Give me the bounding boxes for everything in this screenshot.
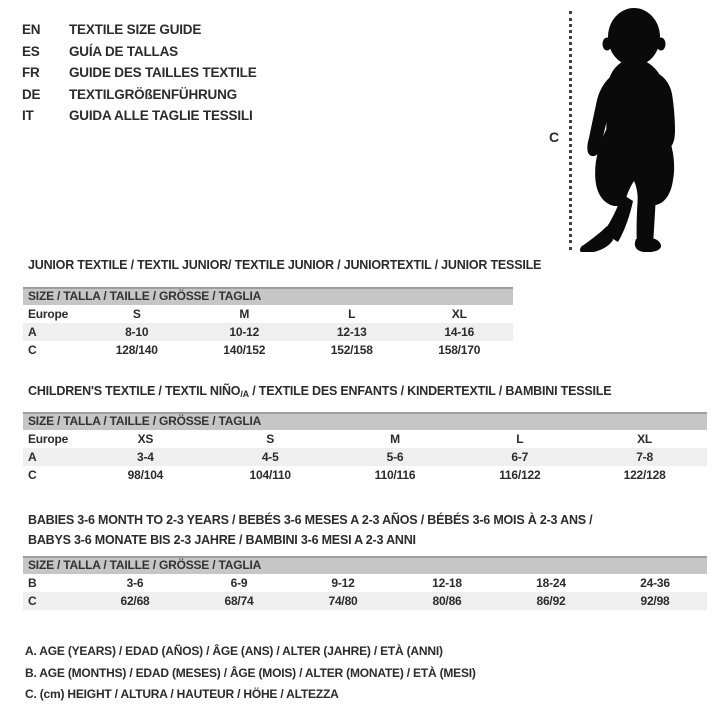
age-cell: 10-12	[229, 325, 260, 339]
size-cell: S	[266, 432, 275, 446]
age-cell: 8-10	[125, 325, 149, 339]
row-label: C	[28, 594, 37, 608]
row-label: C	[28, 468, 37, 482]
age-cell: 12-18	[432, 576, 462, 590]
height-cell: 158/170	[438, 343, 481, 357]
size-cell: XL	[451, 307, 467, 321]
row-label: Europe	[28, 307, 69, 321]
height-cell: 92/98	[640, 594, 670, 608]
age-cell: 9-12	[331, 576, 355, 590]
age-cell: 5-6	[386, 450, 404, 464]
language-title: GUÍA DE TALLAS	[69, 43, 178, 59]
size-cell: M	[390, 432, 400, 446]
language-title: GUIDE DES TAILLES TEXTILE	[69, 65, 257, 81]
size-cell: L	[516, 432, 524, 446]
height-cell: 62/68	[120, 594, 150, 608]
row-label: A	[28, 450, 37, 464]
table-row-height-cm	[23, 592, 707, 610]
babies-title-line2: BABYS 3-6 MONATE BIS 2-3 JAHRE / BAMBINI 3-6 MESI A 2-3 ANNI	[28, 533, 416, 547]
children-title-suffix: / TEXTILE DES ENFANTS / KINDERTEXTIL / BAMBINI TESSILE	[248, 384, 612, 398]
height-cell: 116/122	[499, 468, 541, 482]
language-code: ES	[22, 43, 40, 59]
junior-section-title: JUNIOR TEXTILE / TEXTIL JUNIOR/ TEXTILE JUNIOR / JUNIORTEXTIL / JUNIOR TESSILE	[28, 258, 542, 272]
size-header-bar: SIZE / TALLA / TAILLE / GRÖSSE / TAGLIA	[23, 412, 707, 430]
footnotes	[25, 641, 476, 706]
language-title: TEXTILGRÖßENFÜHRUNG	[69, 86, 237, 102]
language-title: GUIDA ALLE TAGLIE TESSILI	[69, 108, 253, 124]
size-cell: S	[132, 307, 141, 321]
table-row-age-years	[23, 448, 707, 466]
footnote-a: A. AGE (YEARS) / EDAD (AÑOS) / ÂGE (ANS) / ALTER (JAHRE) / ETÀ (ANNI)	[25, 644, 443, 658]
babies-size-table	[23, 556, 707, 610]
language-row-es	[22, 41, 257, 63]
height-dotted-line	[569, 11, 572, 250]
height-cell: 86/92	[536, 594, 566, 608]
table-row-europe	[23, 430, 707, 448]
height-cell: 74/80	[328, 594, 358, 608]
row-label: Europe	[28, 432, 69, 446]
age-cell: 18-24	[536, 576, 566, 590]
age-cell: 14-16	[444, 325, 475, 339]
size-header-bar: SIZE / TALLA / TAILLE / GRÖSSE / TAGLIA	[23, 287, 513, 305]
row-label: A	[28, 325, 37, 339]
row-label: B	[28, 576, 37, 590]
height-cell: 140/152	[223, 343, 266, 357]
size-cell: XS	[137, 432, 154, 446]
children-size-table	[23, 412, 707, 484]
toddler-silhouette-icon	[576, 4, 702, 252]
size-cell: XL	[637, 432, 653, 446]
table-row-height-cm	[23, 466, 707, 484]
age-cell: 3-6	[126, 576, 144, 590]
height-cell: 104/110	[249, 468, 291, 482]
age-cell: 7-8	[636, 450, 653, 464]
size-cell: M	[239, 307, 250, 321]
height-cell: 98/104	[127, 468, 164, 482]
size-header-bar: SIZE / TALLA / TAILLE / GRÖSSE / TAGLIA	[23, 556, 707, 574]
babies-title-line1: BABIES 3-6 MONTH TO 2-3 YEARS / BEBÉS 3-6 MESES A 2-3 AÑOS / BÉBÉS 3-6 MOIS À 2-3 ANS /	[28, 513, 593, 527]
height-cell: 122/128	[623, 468, 666, 482]
height-cell: 128/140	[115, 343, 158, 357]
language-code: DE	[22, 86, 41, 102]
height-cell: 110/116	[374, 468, 416, 482]
height-cell: 152/158	[330, 343, 373, 357]
age-cell: 6-9	[230, 576, 248, 590]
age-cell: 24-36	[640, 576, 670, 590]
table-row-age-years	[23, 323, 513, 341]
height-measure-label: C	[549, 129, 559, 145]
age-cell: 12-13	[336, 325, 367, 339]
age-cell: 6-7	[511, 450, 529, 464]
language-code: FR	[22, 65, 40, 81]
table-row-age-months	[23, 574, 707, 592]
language-list	[22, 19, 257, 127]
age-cell: 4-5	[261, 450, 279, 464]
children-section-title	[28, 384, 611, 402]
language-title: TEXTILE SIZE GUIDE	[69, 22, 202, 37]
language-code: EN	[22, 22, 41, 37]
age-cell: 3-4	[137, 450, 154, 464]
size-cell: L	[348, 307, 356, 321]
children-title-prefix: CHILDREN'S TEXTILE / TEXTIL NIÑO	[28, 384, 241, 398]
language-code: IT	[22, 108, 34, 124]
height-cell: 80/86	[432, 594, 462, 608]
junior-size-table	[23, 287, 513, 359]
language-row-en	[22, 19, 257, 41]
table-row-height-cm	[23, 341, 513, 359]
language-row-fr	[22, 62, 257, 84]
children-title-sub: /A	[240, 389, 249, 399]
height-cell: 68/74	[224, 594, 254, 608]
babies-section-title	[28, 510, 592, 550]
table-row-europe	[23, 305, 513, 323]
footnote-b: B. AGE (MONTHS) / EDAD (MESES) / ÂGE (MOIS) / ALTER (MONATE) / ETÀ (MESI)	[25, 665, 476, 680]
language-row-it	[22, 105, 257, 127]
language-row-de	[22, 84, 257, 106]
footnote-c: C. (cm) HEIGHT / ALTURA / HAUTEUR / HÖHE / ALTEZZA	[25, 687, 339, 701]
row-label: C	[28, 343, 37, 357]
